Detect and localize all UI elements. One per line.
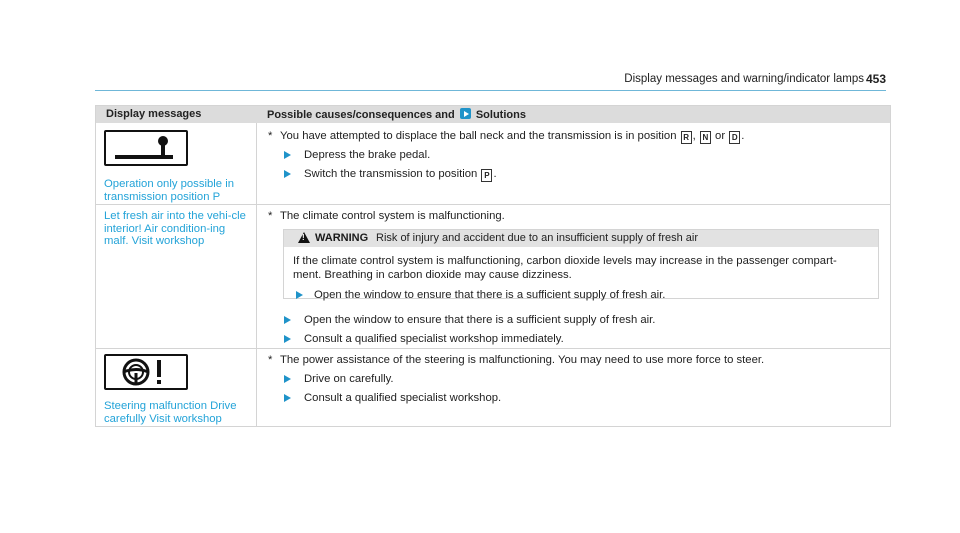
transmission-p-icon xyxy=(104,130,188,166)
key-p-icon: P xyxy=(481,169,492,182)
message-transmission-p: Operation only possible in transmission position P xyxy=(104,178,234,203)
bullet-arrow-icon xyxy=(284,151,291,159)
header-title: Display messages and warning/indicator lamps xyxy=(624,73,864,85)
warning-box xyxy=(283,229,879,299)
action-row-3-2: Consult a qualified specialist workshop. xyxy=(304,392,501,404)
warning-triangle-icon xyxy=(298,232,310,243)
key-n-icon: N xyxy=(700,131,711,144)
page-header xyxy=(0,0,960,90)
table-header xyxy=(96,106,890,123)
warning-body: If the climate control system is malfunctioning, carbon dioxide levels may increase in the passenger compart- ment. Breathing in carbon dioxide may cause dizziness. xyxy=(293,255,837,281)
bullet-arrow-icon xyxy=(284,335,291,343)
warning-label: WARNING xyxy=(315,232,369,244)
warning-title: Risk of injury and accident due to an insufficient supply of fresh air xyxy=(376,232,699,244)
cause-row-1: * You have attempted to displace the ball neck and the transmission is in position R , N or D . xyxy=(268,130,745,142)
bullet-arrow-icon xyxy=(284,375,291,383)
warning-header xyxy=(284,230,878,247)
header-rule xyxy=(95,90,886,91)
action-row-1-1: Depress the brake pedal. xyxy=(304,149,430,161)
action-row-1-2: Switch the transmission to position P . xyxy=(304,168,497,182)
page-number: 453 xyxy=(865,72,886,86)
steering-wheel-warning-icon xyxy=(104,354,188,390)
action-row-3-1: Drive on carefully. xyxy=(304,373,394,385)
col-header-display-messages: Display messages xyxy=(106,108,202,120)
column-divider xyxy=(256,123,257,426)
key-r-icon: R xyxy=(681,131,692,144)
messages-table xyxy=(95,105,891,427)
row-divider xyxy=(96,348,890,349)
bullet-arrow-icon xyxy=(284,170,291,178)
play-arrow-icon xyxy=(460,108,471,119)
warning-action: Open the window to ensure that there is a sufficient supply of fresh air. xyxy=(314,289,665,301)
action-row-2-2: Consult a qualified specialist workshop immediately. xyxy=(304,333,564,345)
bullet-arrow-icon xyxy=(284,316,291,324)
bullet-arrow-icon xyxy=(284,394,291,402)
key-d-icon: D xyxy=(729,131,740,144)
bullet-arrow-icon xyxy=(296,291,303,299)
row-divider xyxy=(96,204,890,205)
cause-row-3: * The power assistance of the steering is malfunctioning. You may need to use more force to steer. xyxy=(268,354,765,366)
message-steering: Steering malfunction Drive carefully Visit workshop xyxy=(104,400,237,425)
message-fresh-air: Let fresh air into the vehi-cle interior! Air condition-ing malf. Visit workshop xyxy=(104,210,246,247)
action-row-2-1: Open the window to ensure that there is a sufficient supply of fresh air. xyxy=(304,314,655,326)
cause-row-2: * The climate control system is malfunctioning. xyxy=(268,210,505,222)
col-header-causes: Possible causes/consequences and Solutions xyxy=(267,109,526,121)
